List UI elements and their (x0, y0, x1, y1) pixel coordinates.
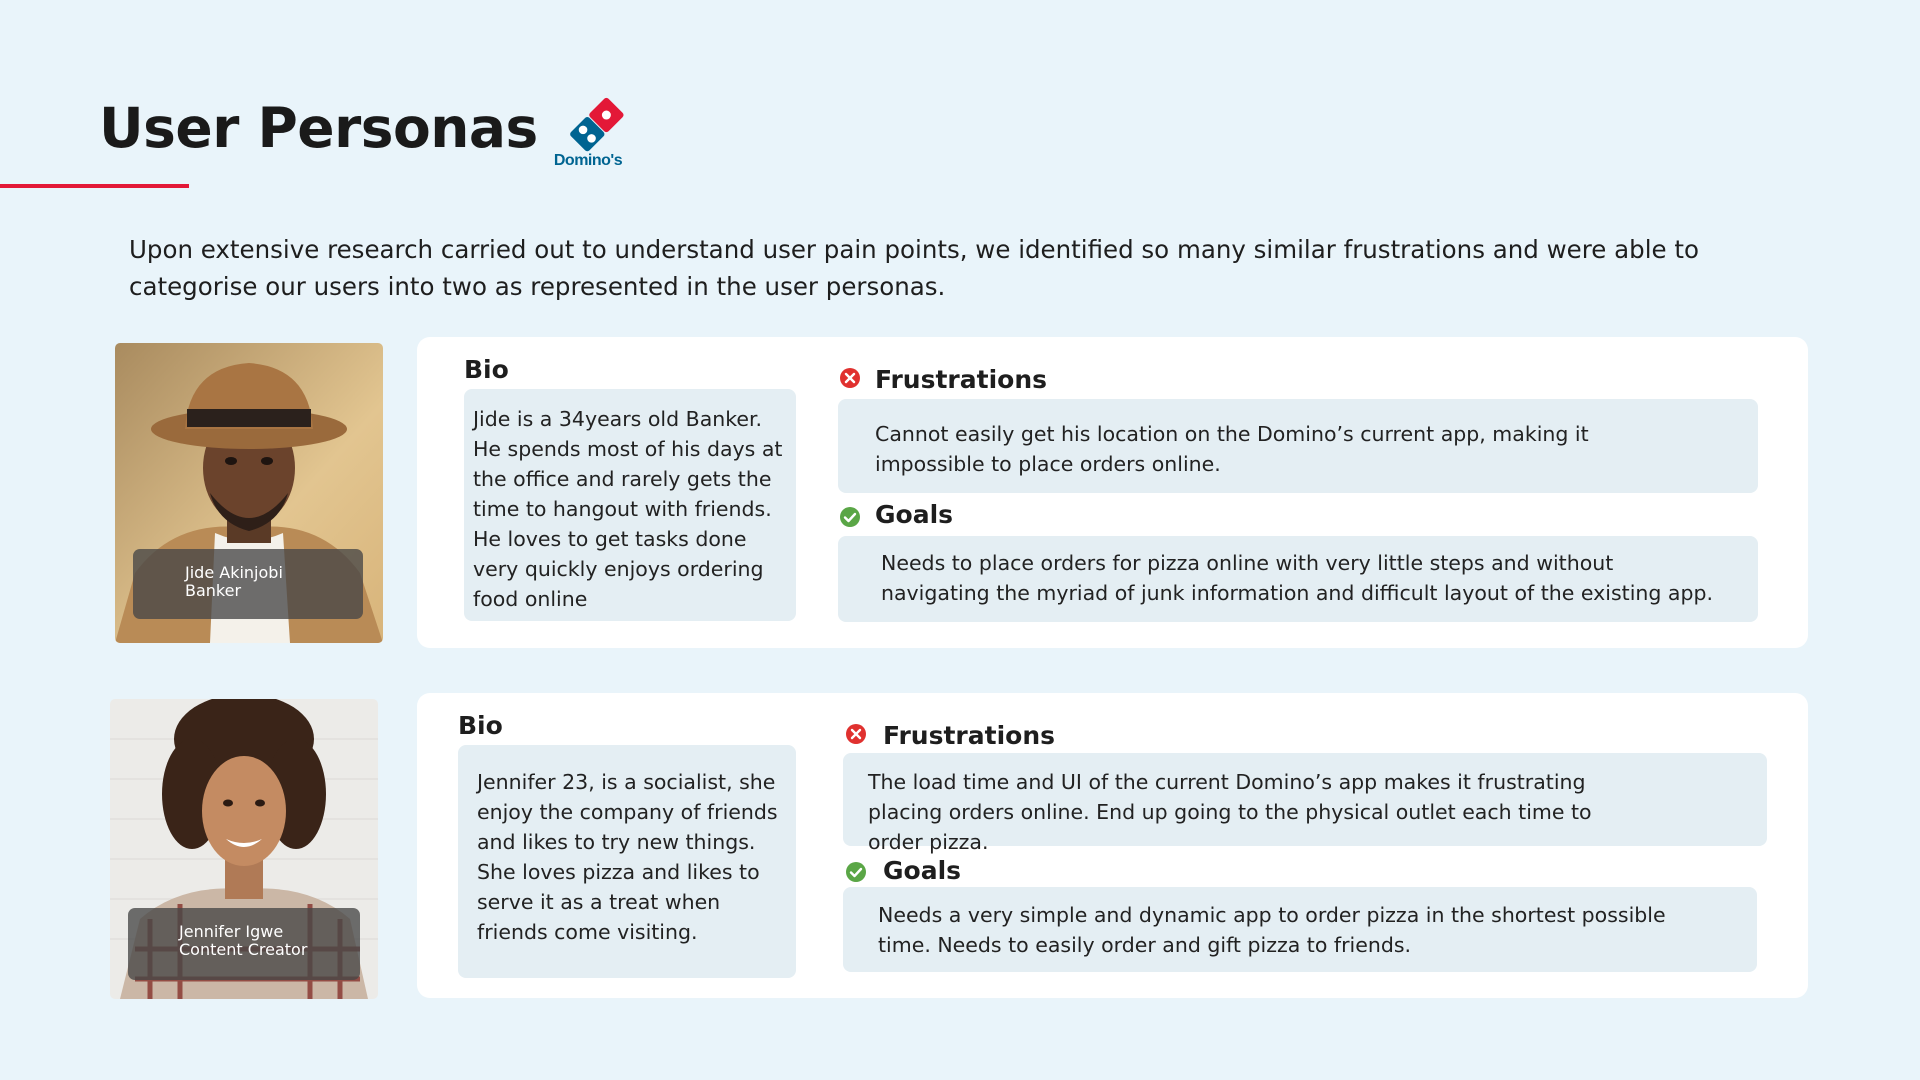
goals-text: Needs a very simple and dynamic app to order pizza in the shortest possible time. Needs to easily order and gift pizza to friends. (843, 887, 1757, 972)
page-title: User Personas (99, 96, 538, 160)
persona-role: Banker (185, 581, 242, 600)
frustrations-text: The load time and UI of the current Domino’s app makes it frustrating placing orders online. End up going to the physical outlet each time to order pizza. (843, 753, 1767, 846)
check-circle-icon (845, 861, 867, 883)
logo-text: Domino's (553, 152, 623, 169)
bio-text: Jide is a 34years old Banker. He spends most of his days at the office and rarely gets the time to hangout with friends. He loves to get tasks done very quickly enjoys ordering food online (464, 389, 796, 621)
bio-heading: Bio (458, 711, 503, 740)
intro-paragraph: Upon extensive research carried out to understand user pain points, we identified so many similar frustrations and were able to categorise our users into two as represented in the user personas. (129, 235, 1699, 301)
persona-name-tag (128, 908, 360, 980)
check-circle-icon (839, 506, 861, 528)
goals-text: Needs to place orders for pizza online with very little steps and without navigating the myriad of junk information and difficult layout of the existing app. (838, 536, 1758, 622)
persona-name: Jide Akinjobi (185, 563, 283, 582)
frustrations-heading: Frustrations (875, 365, 1048, 394)
x-circle-icon (845, 723, 867, 745)
bio-heading: Bio (464, 355, 509, 384)
frustrations-text: Cannot easily get his location on the Domino’s current app, making it impossible to place orders online. (838, 399, 1758, 493)
goals-heading: Goals (875, 500, 954, 529)
goals-heading: Goals (883, 856, 962, 885)
persona-role: Content Creator (179, 940, 308, 959)
frustrations-heading: Frustrations (883, 721, 1056, 750)
persona-name-tag (133, 549, 363, 619)
title-underline (0, 184, 189, 188)
bio-text: Jennifer 23, is a socialist, she enjoy the company of friends and likes to try new things. She loves pizza and likes to serve it as a treat when friends come visiting. (458, 745, 796, 978)
persona-name: Jennifer Igwe (179, 922, 284, 941)
x-circle-icon (839, 367, 861, 389)
